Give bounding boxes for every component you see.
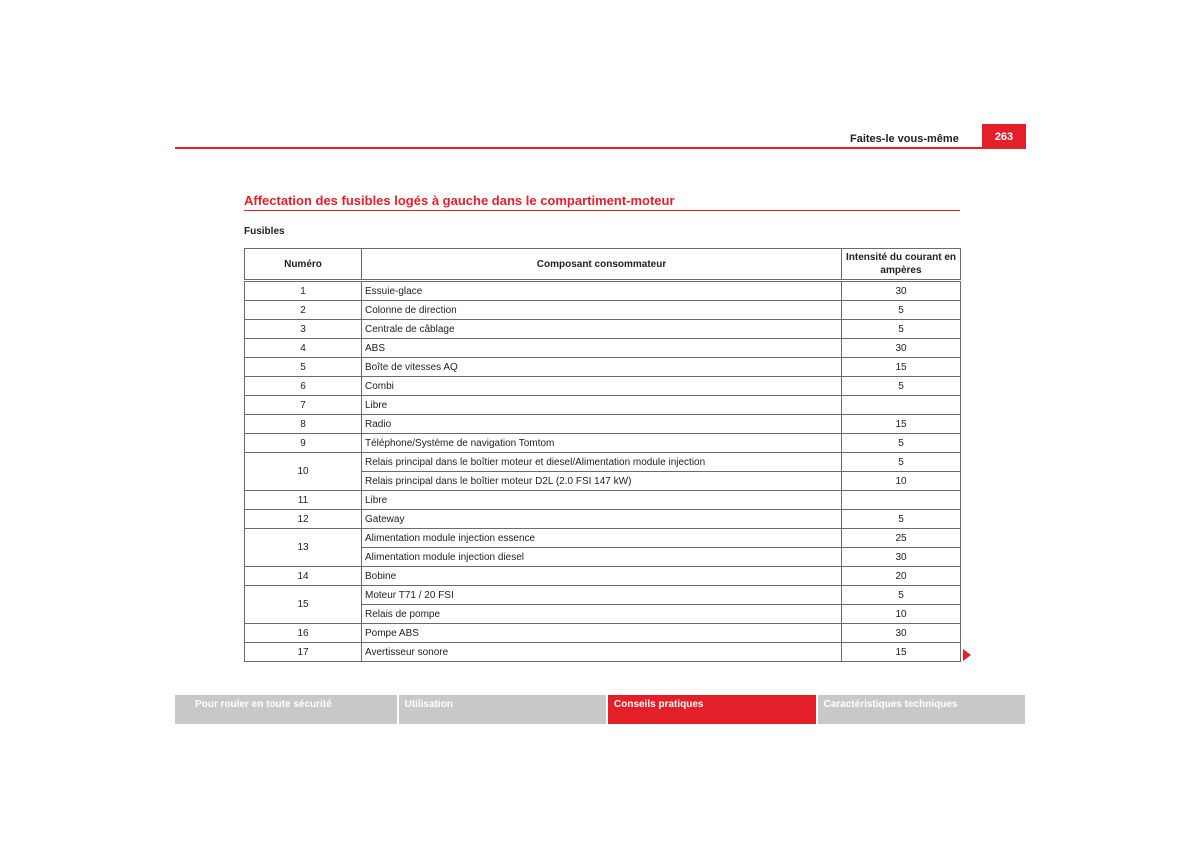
fuse-number: 5 — [245, 358, 362, 377]
fuse-component: Libre — [362, 491, 842, 510]
fuse-number: 16 — [245, 624, 362, 643]
page-number: 263 — [982, 124, 1026, 149]
table-row — [245, 624, 961, 643]
fuse-amperage — [842, 491, 961, 510]
fuse-component: Gateway — [362, 510, 842, 529]
fuse-component: Téléphone/Système de navigation Tomtom — [362, 434, 842, 453]
fuse-component: Colonne de direction — [362, 301, 842, 320]
table-row — [245, 643, 961, 662]
fuse-component: ABS — [362, 339, 842, 358]
fuse-amperage: 10 — [842, 472, 961, 491]
fuse-number: 2 — [245, 301, 362, 320]
table-caption: Fusibles — [244, 226, 285, 237]
column-header-component: Composant consommateur — [362, 249, 842, 281]
table-row — [245, 415, 961, 434]
table-row — [245, 434, 961, 453]
fuse-amperage: 15 — [842, 358, 961, 377]
table-row — [245, 320, 961, 339]
fuse-amperage: 15 — [842, 415, 961, 434]
table-row — [245, 510, 961, 529]
fuse-number: 9 — [245, 434, 362, 453]
table-row — [245, 453, 961, 472]
fuse-table-body — [245, 281, 961, 662]
fuse-component: Boîte de vitesses AQ — [362, 358, 842, 377]
fuse-amperage: 30 — [842, 624, 961, 643]
table-row — [245, 396, 961, 415]
footer-tab-utilisation[interactable]: Utilisation — [399, 695, 607, 724]
fuse-amperage: 30 — [842, 548, 961, 567]
table-row — [245, 358, 961, 377]
fuse-component: Moteur T71 / 20 FSI — [362, 586, 842, 605]
fuse-amperage: 25 — [842, 529, 961, 548]
fuse-number: 3 — [245, 320, 362, 339]
fuse-amperage: 5 — [842, 434, 961, 453]
fuse-number: 4 — [245, 339, 362, 358]
fuse-amperage: 30 — [842, 339, 961, 358]
fuse-amperage: 20 — [842, 567, 961, 586]
fuse-component: Radio — [362, 415, 842, 434]
table-row — [245, 301, 961, 320]
fuse-number: 10 — [245, 453, 362, 491]
fuse-number: 13 — [245, 529, 362, 567]
fuse-number: 12 — [245, 510, 362, 529]
section-title: Faites-le vous-même — [850, 133, 959, 145]
fuse-amperage: 30 — [842, 281, 961, 301]
fuse-component: Relais de pompe — [362, 605, 842, 624]
table-row — [245, 491, 961, 510]
table-row — [245, 377, 961, 396]
continue-arrow-icon — [963, 649, 971, 661]
column-header-number: Numéro — [245, 249, 362, 281]
heading-rule — [244, 210, 960, 211]
fuse-amperage: 15 — [842, 643, 961, 662]
fuse-number: 7 — [245, 396, 362, 415]
footer-nav — [175, 695, 1025, 724]
fuse-component: Relais principal dans le boîtier moteur D2L (2.0 FSI 147 kW) — [362, 472, 842, 491]
fuse-number: 1 — [245, 281, 362, 301]
footer-tab-securite[interactable]: Pour rouler en toute sécurité — [175, 695, 397, 724]
fuse-component: Alimentation module injection diesel — [362, 548, 842, 567]
table-row — [245, 529, 961, 548]
header-rule — [175, 147, 1025, 149]
fuse-amperage: 5 — [842, 320, 961, 339]
fuse-component: Essuie-glace — [362, 281, 842, 301]
fuse-number: 6 — [245, 377, 362, 396]
fuse-number: 15 — [245, 586, 362, 624]
fuse-amperage: 5 — [842, 453, 961, 472]
fuse-component: Alimentation module injection essence — [362, 529, 842, 548]
fuse-component: Centrale de câblage — [362, 320, 842, 339]
table-header-row — [245, 249, 961, 281]
fuse-number: 11 — [245, 491, 362, 510]
fuse-component: Relais principal dans le boîtier moteur et diesel/Alimentation module injection — [362, 453, 842, 472]
fuse-component: Combi — [362, 377, 842, 396]
fuse-amperage: 5 — [842, 377, 961, 396]
footer-tab-caracteristiques[interactable]: Caractéristiques techniques — [818, 695, 1026, 724]
table-row — [245, 586, 961, 605]
fuse-amperage — [842, 396, 961, 415]
table-row — [245, 567, 961, 586]
fuse-amperage: 5 — [842, 510, 961, 529]
fuse-component: Pompe ABS — [362, 624, 842, 643]
fuse-amperage: 5 — [842, 301, 961, 320]
fuse-amperage: 5 — [842, 586, 961, 605]
table-row — [245, 281, 961, 301]
fuse-table — [244, 248, 961, 662]
table-row — [245, 339, 961, 358]
fuse-number: 14 — [245, 567, 362, 586]
fuse-amperage: 10 — [842, 605, 961, 624]
footer-tab-conseils[interactable]: Conseils pratiques — [608, 695, 816, 724]
fuse-component: Libre — [362, 396, 842, 415]
page-heading: Affectation des fusibles logés à gauche dans le compartiment-moteur — [244, 193, 675, 208]
fuse-component: Avertisseur sonore — [362, 643, 842, 662]
fuse-component: Bobine — [362, 567, 842, 586]
fuse-number: 8 — [245, 415, 362, 434]
column-header-amperage: Intensité du courant en ampères — [842, 249, 961, 281]
fuse-number: 17 — [245, 643, 362, 662]
